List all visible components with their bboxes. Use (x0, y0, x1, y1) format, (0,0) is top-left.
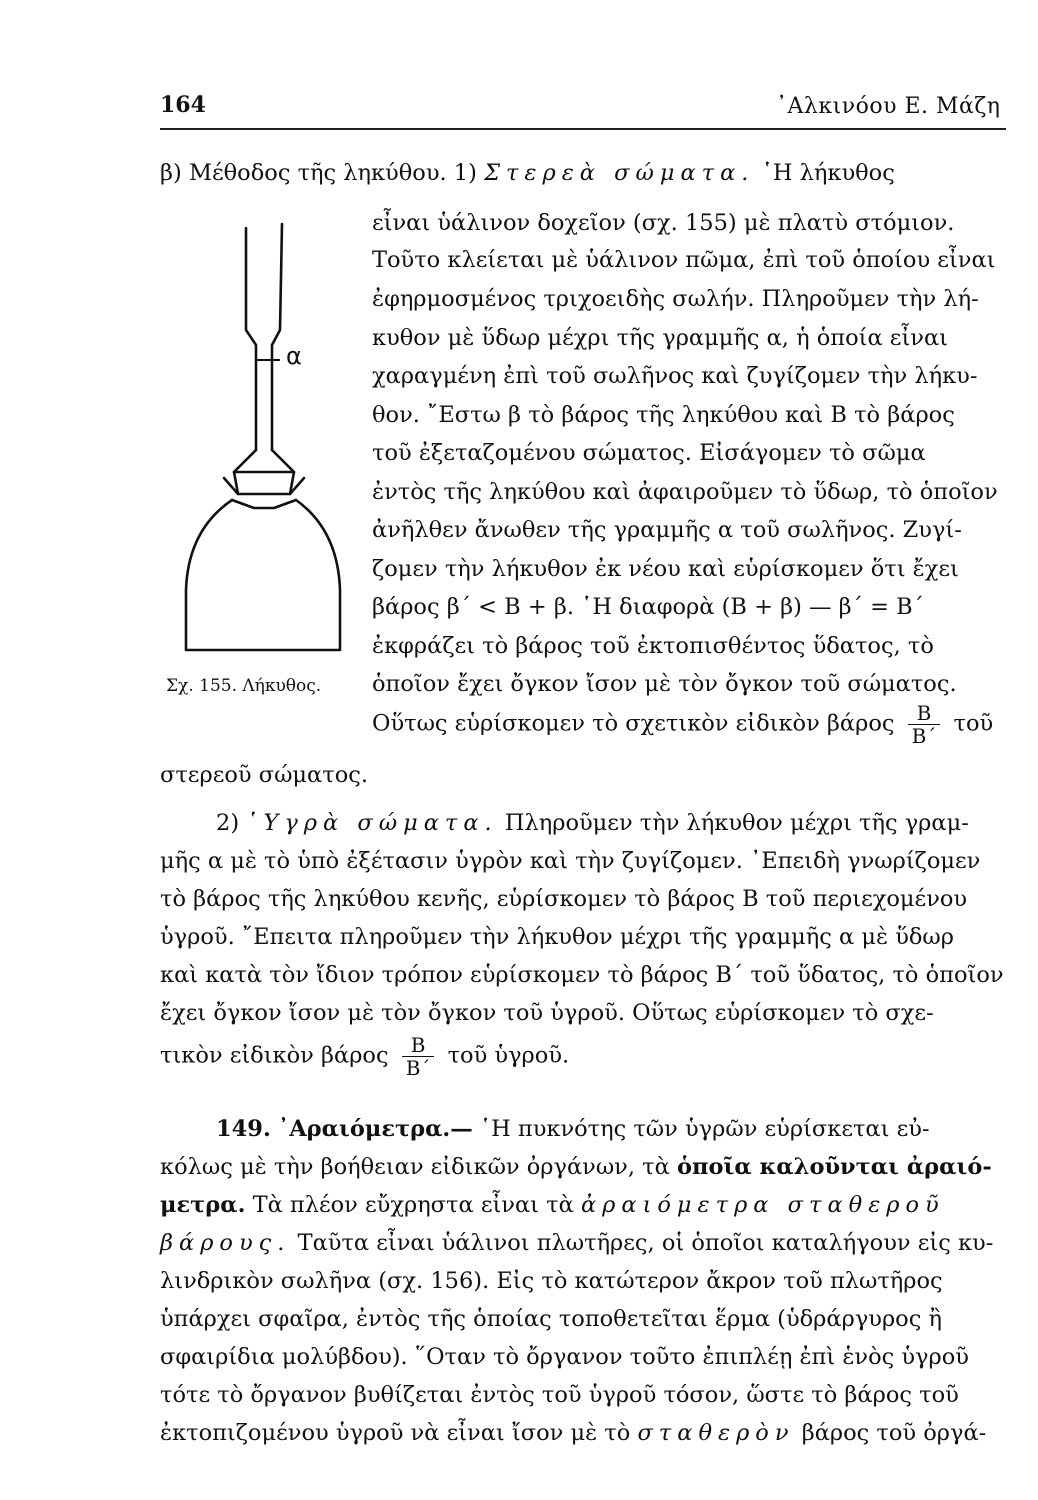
text-line: βάρος β΄ < Β + β. ῾Η διαφορὰ (Β + β) — β΄ = Β΄ (372, 594, 924, 620)
text-line: τὸ βάρος τῆς ληκύθου κενῆς, εὑρίσκομεν τὸ βάρος Β τοῦ περιεχομένου (160, 886, 968, 912)
fraction-numerator: Β (916, 701, 932, 725)
text-line: Τοῦτο κλείεται μὲ ὑάλινον πῶμα, ἐπὶ τοῦ ὁποίου εἶναι (372, 247, 996, 273)
text-line: ἐντὸς τῆς ληκύθου καὶ ἀφαιροῦμεν τὸ ὕδωρ, τὸ ὁποῖον (372, 479, 998, 505)
text-line: κόλως μὲ τὴν βοήθειαν εἰδικῶν ὀργάνων, τὰ ὁποῖα καλοῦνται ἀραιό- (160, 1154, 992, 1180)
text-line: σφαιρίδια μολύβδου). ῞Οταν τὸ ὄργανον τοῦτο ἐπιπλέῃ ἐπὶ ἑνὸς ὑγροῦ (160, 1344, 969, 1370)
text-line: Οὕτως εὑρίσκομεν τὸ σχετικὸν εἰδικὸν βάρος $\frac{B}{B΄}$ τοῦ (372, 701, 994, 748)
text-line: εἶναι ὑάλινον δοχεῖον (σχ. 155) μὲ πλατὺ στόμιον. (372, 210, 955, 236)
text-line: ὑπάρχει σφαῖρα, ἐντὸς τῆς ὁποίας τοποθετεῖται ἕρμα (ὑδράργυρος ἢ (160, 1306, 942, 1332)
text-line: ὑγροῦ. ῎Επειτα πληροῦμεν τὴν λήκυθον μέχρι τῆς γραμμῆς α μὲ ὕδωρ (160, 924, 955, 950)
fraction-denominator: Β΄ (908, 724, 941, 747)
text-line: ἔχει ὄγκον ἴσον μὲ τὸν ὄγκον τοῦ ὑγροῦ. Οὕτως εὑρίσκομεν τὸ σχε- (160, 1000, 934, 1026)
text-line: ἐφηρμοσμένος τριχοειδὴς σωλήν. Πληροῦμεν τὴν λή- (372, 286, 979, 312)
header-rule (160, 128, 1006, 130)
fraction-b-over-b-prime (908, 702, 941, 747)
text-line: 2) ῾Υγρὰ σώματα. Πληροῦμεν τὴν λήκυθον μέχρι τῆς γραμ- (216, 810, 969, 836)
fraction-numerator: Β (410, 1033, 426, 1057)
capillary-tube (246, 228, 256, 450)
text-line: ὁποῖον ἔχει ὄγκον ἴσον μὲ τὸν ὄγκον τοῦ σώματος. (372, 671, 957, 697)
text-line: τοῦ ἐξεταζομένου σώματος. Εἰσάγομεν τὸ σῶμα (372, 440, 926, 466)
section-number: 149. (216, 1116, 271, 1142)
text-line: μῆς α μὲ τὸ ὑπὸ ἐξέτασιν ὑγρὸν καὶ τὴν ζυγίζομεν. ᾿Επειδὴ γνωρίζομεν (160, 848, 981, 874)
text-line: λινδρικὸν σωλῆνα (σχ. 156). Εἰς τὸ κατώτερον ἄκρον τοῦ πλωτῆρος (160, 1268, 943, 1294)
running-title: ᾿Αλκινόου Ε. Μάζη (776, 94, 1001, 119)
text-line: μετρα. Τὰ πλέον εὔχρηστα εἶναι τὰ ἀραιόμετρα σταθεροῦ (160, 1192, 945, 1218)
page-number: 164 (160, 92, 206, 118)
flask-body (186, 500, 340, 650)
text-line: θον. ῎Εστω β τὸ βάρος τῆς ληκύθου καὶ Β τὸ βάρος (372, 402, 955, 428)
text-line: 149. ᾿Αραιόμετρα.— ῾Η πυκνότης τῶν ὑγρῶν εὑρίσκεται εὐ- (216, 1116, 930, 1142)
text-line: κυθον μὲ ὕδωρ μέχρι τῆς γραμμῆς α, ἡ ὁποία εἶναι (372, 325, 948, 351)
fraction-b-over-b-prime (402, 1034, 435, 1079)
text-line: χαραγμένη ἐπὶ τοῦ σωλῆνος καὶ ζυγίζομεν τὴν λήκυ- (372, 363, 978, 389)
text-line: ζομεν τὴν λήκυθον ἐκ νέου καὶ εὑρίσκομεν ὅτι ἔχει (372, 556, 959, 582)
mark-label-a: α (286, 342, 302, 370)
text-line: τότε τὸ ὄργανον βυθίζεται ἐντὸς τοῦ ὑγροῦ τόσον, ὥστε τὸ βάρος τοῦ (160, 1382, 959, 1408)
text-line: ἀνῆλθεν ἄνωθεν τῆς γραμμῆς α τοῦ σωλῆνος. Ζυγί- (372, 517, 962, 543)
text-line: στερεοῦ σώματος. (160, 762, 368, 788)
text-line: ἐκφράζει τὸ βάρος τοῦ ἐκτοπισθέντος ὕδατος, τὸ (372, 633, 934, 659)
text-line: ἐκτοπιζομένου ὑγροῦ νὰ εἶναι ἴσον μὲ τὸ σταθερὸν βάρος τοῦ ὀργά- (160, 1420, 987, 1446)
text-line: βάρους. Ταῦτα εἶναι ὑάλινοι πλωτῆρες, οἱ ὁποῖοι καταλήγουν εἰς κυ- (160, 1230, 994, 1256)
section-title: ᾿Αραιόμετρα.— (277, 1116, 473, 1142)
fraction-denominator: Β΄ (402, 1056, 435, 1079)
text-line: τικὸν εἰδικὸν βάρος $\frac{B}{B΄}$ τοῦ ὑγροῦ. (160, 1033, 570, 1080)
flask-figure (168, 210, 358, 670)
text-line: καὶ κατὰ τὸν ἴδιον τρόπον εὑρίσκομεν τὸ βάρος Β΄ τοῦ ὕδατος, τὸ ὁποῖον (160, 962, 1004, 988)
figure-caption: Σχ. 155. Λήκυθος. (166, 676, 322, 696)
text-line: β) Μέθοδος τῆς ληκύθου. 1) Στερεὰ σώματα. ῾Η λήκυθος (160, 160, 895, 186)
